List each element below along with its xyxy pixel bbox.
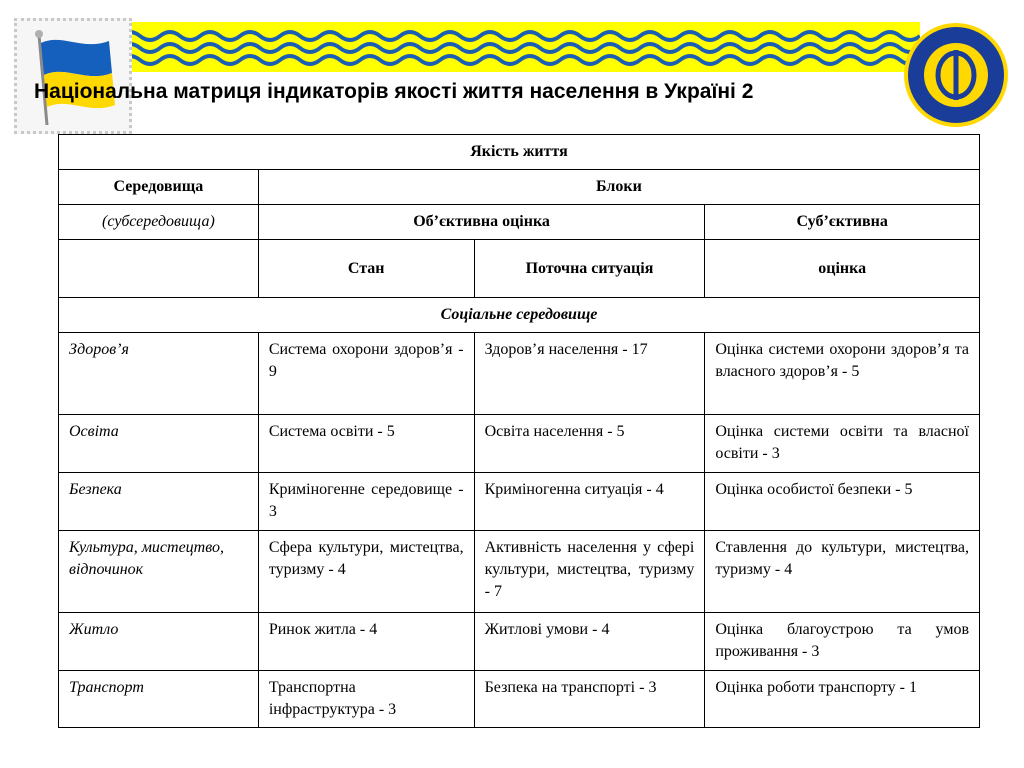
table-row bbox=[59, 415, 980, 473]
table-row bbox=[59, 531, 980, 613]
row-env: Безпека bbox=[59, 473, 259, 531]
header-environments: Середовища bbox=[59, 170, 259, 205]
table-row bbox=[59, 333, 980, 415]
table-row bbox=[59, 671, 980, 728]
quality-of-life-matrix bbox=[58, 134, 980, 728]
header-state: Стан bbox=[258, 240, 474, 298]
row-current: Житлові умови - 4 bbox=[474, 613, 705, 671]
row-subjective: Оцінка благоустрою та умов проживання - 3 bbox=[705, 613, 980, 671]
header-assessment: оцінка bbox=[705, 240, 980, 298]
header-subjective: Субʼєктивна bbox=[705, 205, 980, 240]
row-current: Здоровʼя населення - 17 bbox=[474, 333, 705, 415]
row-subjective: Оцінка особистої безпеки - 5 bbox=[705, 473, 980, 531]
row-current: Активність населення у сфері культури, мистецтва, туризму - 7 bbox=[474, 531, 705, 613]
row-current: Безпека на транспорті - 3 bbox=[474, 671, 705, 728]
section-social: Соціальне середовище bbox=[59, 298, 980, 333]
row-subjective: Оцінка роботи транспорту - 1 bbox=[705, 671, 980, 728]
header-empty-cell bbox=[59, 240, 259, 298]
table-row bbox=[59, 473, 980, 531]
header-subenvironments: (субсередовища) bbox=[59, 205, 259, 240]
table-row bbox=[59, 613, 980, 671]
header-waves bbox=[120, 22, 920, 72]
row-env: Здоровʼя bbox=[59, 333, 259, 415]
header-objective: Обʼєктивна оцінка bbox=[258, 205, 705, 240]
row-state: Система освіти - 5 bbox=[258, 415, 474, 473]
row-env: Культура, мистецтво, відпочинок bbox=[59, 531, 259, 613]
flag-frame bbox=[14, 18, 132, 134]
row-env: Освіта bbox=[59, 415, 259, 473]
page-title: Національна матриця індикаторів якості життя населення в Україні 2 bbox=[34, 80, 754, 103]
row-state: Криміногенне середовище - 3 bbox=[258, 473, 474, 531]
row-env: Транспорт bbox=[59, 671, 259, 728]
header-blocks: Блоки bbox=[258, 170, 979, 205]
institute-logo-icon bbox=[903, 16, 1009, 134]
row-state: Сфера культури, мистецтва, туризму - 4 bbox=[258, 531, 474, 613]
row-env: Житло bbox=[59, 613, 259, 671]
header-current-situation: Поточна ситуація bbox=[474, 240, 705, 298]
row-current: Освіта населення - 5 bbox=[474, 415, 705, 473]
row-subjective: Оцінка системи охорони здоровʼя та власного здоровʼя - 5 bbox=[705, 333, 980, 415]
row-state: Транспортна інфраструктура - 3 bbox=[258, 671, 474, 728]
row-subjective: Ставлення до культури, мистецтва, туризму - 4 bbox=[705, 531, 980, 613]
row-current: Криміногенна ситуація - 4 bbox=[474, 473, 705, 531]
row-state: Система охорони здоровʼя - 9 bbox=[258, 333, 474, 415]
table-header-main: Якість життя bbox=[59, 135, 980, 170]
row-state: Ринок житла - 4 bbox=[258, 613, 474, 671]
ukraine-flag-icon bbox=[17, 21, 129, 131]
row-subjective: Оцінка системи освіти та власної освіти - 3 bbox=[705, 415, 980, 473]
